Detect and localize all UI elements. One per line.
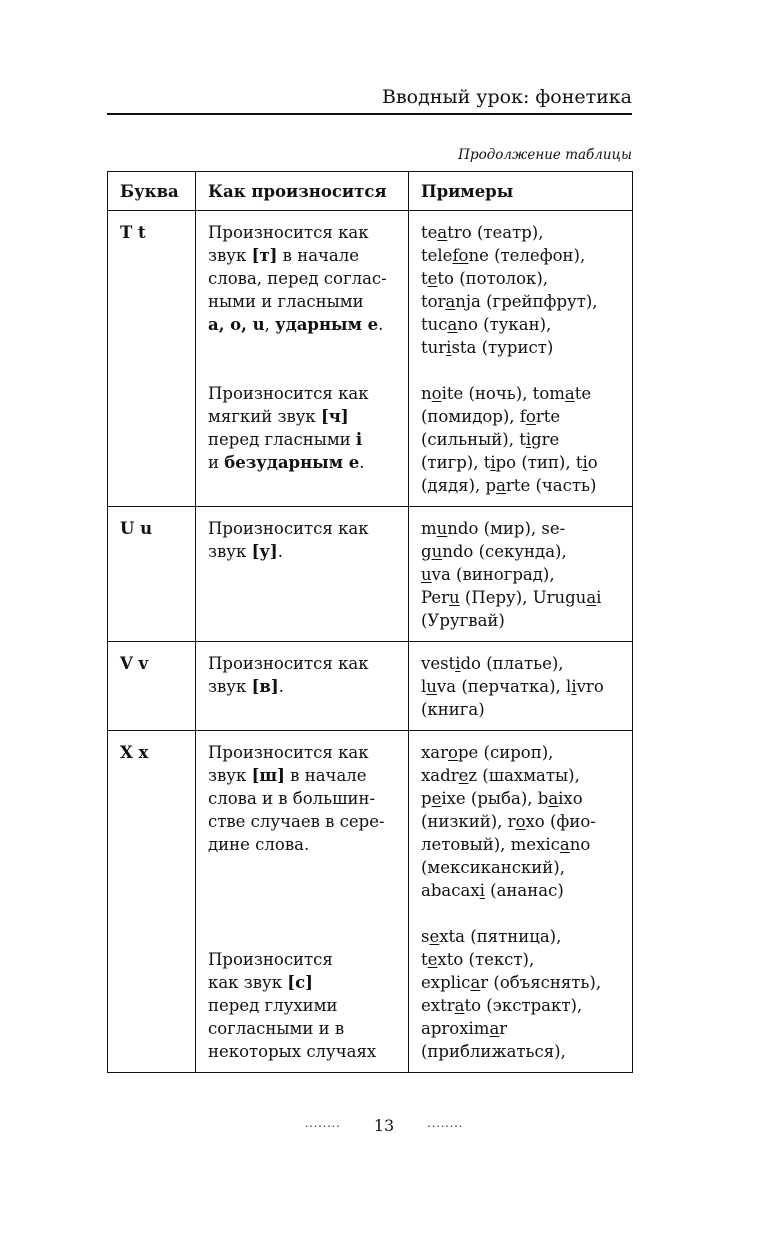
pronunciation-text: Произносится как звук [в]. — [208, 654, 369, 696]
pronunciation-text: Произносится как звук [ш] в начале слова и в большин- стве случаев в сере- дине слова. — [208, 743, 385, 854]
examples-text: vestido (платье), luva (перчатка), livro (книга) — [421, 654, 604, 719]
footer-dots-left: ........ — [304, 1117, 341, 1130]
pronunciation-cell — [196, 642, 409, 731]
pronunciation-cell — [196, 731, 409, 1073]
table-row — [108, 731, 633, 1073]
column-header-pronunciation: Как произносится — [196, 172, 409, 211]
column-header-letter: Буква — [108, 172, 196, 211]
pronunciation-text: Произносится как звук [с] перед глухими согласными и в некоторых случаях — [208, 950, 377, 1061]
pronunciation-text: Произносится как мягкий звук [ч] перед гласными i и безударным e. — [208, 384, 369, 472]
letter: V v — [120, 654, 149, 673]
examples-text: teatro (театр), telefone (телефон), teto (потолок), toranja (грейпфрут), tucano (тукан), turista (турист) — [421, 223, 598, 357]
examples-text: sexta (пятница), texto (текст), explicar (объяснять), extrato (экстракт), aproximar (приближаться), — [421, 927, 602, 1061]
letter-cell — [108, 211, 196, 507]
table-continuation-note: Продолжение таблицы — [458, 147, 632, 163]
examples-text: noite (ночь), tomate (помидор), forte (сильный), tigre (тигр), tipo (тип), tio (дядя), parte (часть) — [421, 384, 598, 495]
letter: T t — [120, 223, 146, 242]
examples-text: mundo (мир), se- gundo (секунда), uva (виноград), Peru (Перу), Uruguai (Уругвай) — [421, 519, 602, 630]
examples-cell — [409, 642, 633, 731]
page-number: 13 — [373, 1116, 395, 1135]
pronunciation-cell — [196, 507, 409, 642]
pronunciation-text: Произносится как звук [т] в начале слова, перед соглас- ными и гласными a, o, u, ударным e. — [208, 223, 387, 334]
phonetics-table — [107, 171, 633, 1073]
letter: X x — [120, 743, 149, 762]
table-row — [108, 507, 633, 642]
letter-cell — [108, 642, 196, 731]
letter-cell — [108, 731, 196, 1073]
pronunciation-cell — [196, 211, 409, 507]
pronunciation-text: Произносится как звук [у]. — [208, 519, 369, 561]
header-rule — [107, 113, 632, 115]
table-header-row — [108, 172, 633, 211]
letter-cell — [108, 507, 196, 642]
examples-cell — [409, 507, 633, 642]
footer-dots-right: ........ — [427, 1117, 464, 1130]
examples-cell — [409, 731, 633, 1073]
examples-text: xarope (сироп), xadrez (шахматы), peixe (рыба), baixo (низкий), roxo (фио- летовый), mexicano (мексиканский), abacaxi (ананас) — [421, 743, 596, 900]
column-header-examples: Примеры — [409, 172, 633, 211]
table-row — [108, 642, 633, 731]
examples-cell — [409, 211, 633, 507]
letter: U u — [120, 519, 153, 538]
page-footer — [0, 1113, 768, 1137]
running-header: Вводный урок: фонетика — [382, 86, 632, 108]
table-row — [108, 211, 633, 507]
